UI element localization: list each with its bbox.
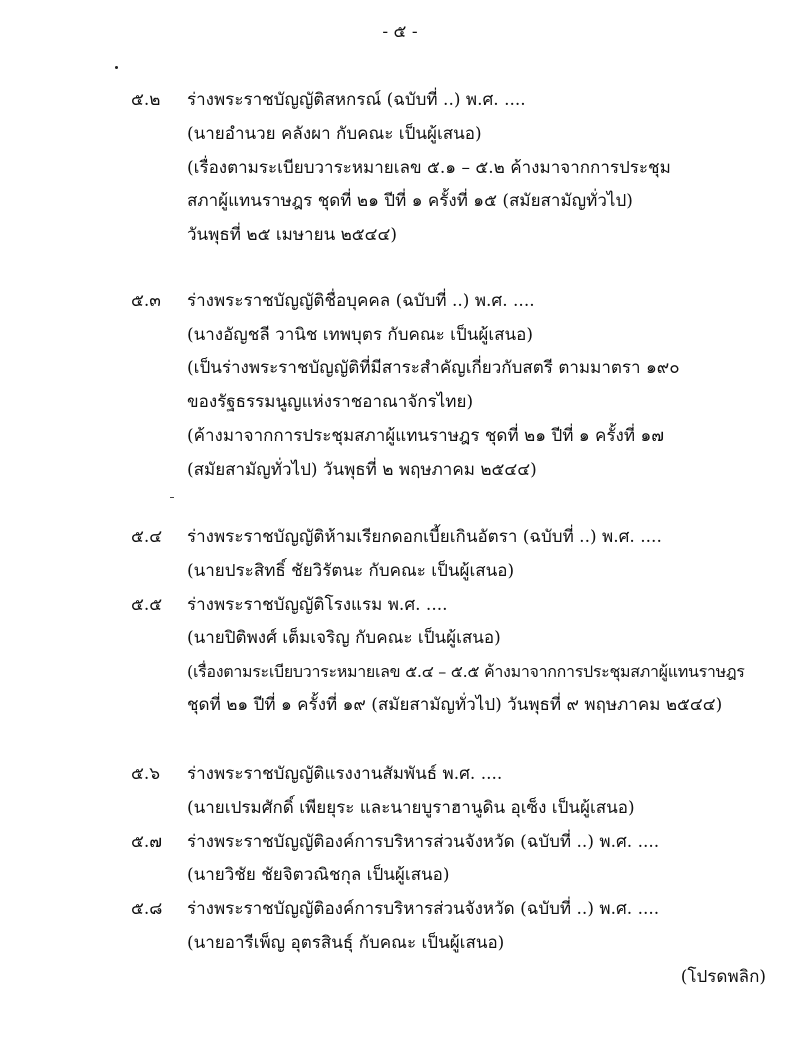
- scan-speck: [115, 66, 118, 69]
- item-note: (เรื่องตามระเบียบวาระหมายเลข ๕.๔ – ๕.๕ ค้างมาจากการประชุมสภาผู้แทนราษฎร: [187, 662, 745, 681]
- proposer: (นายอารีเพ็ญ อุตรสินธุ์ กับคณะ เป็นผู้เสนอ): [187, 933, 505, 953]
- bill-title: ร่างพระราชบัญญัติชื่อบุคคล (ฉบับที่ ..) พ.ศ. ....: [187, 291, 535, 311]
- item-note: (ค้างมาจากการประชุมสภาผู้แทนราษฎร ชุดที่ ๒๑ ปีที่ ๑ ครั้งที่ ๑๗: [187, 426, 665, 446]
- item-note: วันพุธที่ ๒๕ เมษายน ๒๕๔๔): [187, 225, 398, 245]
- proposer: (นายวิชัย ชัยจิตวณิชกุล เป็นผู้เสนอ): [187, 865, 450, 885]
- scan-speck: [170, 497, 174, 498]
- item-note: สภาผู้แทนราษฎร ชุดที่ ๒๑ ปีที่ ๑ ครั้งที่ ๑๕ (สมัยสามัญทั่วไป): [187, 191, 633, 211]
- proposer: (นายอำนวย คลังผา กับคณะ เป็นผู้เสนอ): [187, 124, 482, 144]
- bill-title: ร่างพระราชบัญญัติห้ามเรียกดอกเบี้ยเกินอัตรา (ฉบับที่ ..) พ.ศ. ....: [187, 527, 662, 547]
- proposer: (นายประสิทธิ์ ชัยวิรัตนะ กับคณะ เป็นผู้เสนอ): [187, 561, 515, 581]
- item-number: ๕.๕: [131, 595, 163, 615]
- item-note: (เรื่องตามระเบียบวาระหมายเลข ๕.๑ – ๕.๒ ค้างมาจากการประชุม: [187, 158, 671, 178]
- bill-title: ร่างพระราชบัญญัติสหกรณ์ (ฉบับที่ ..) พ.ศ. ....: [187, 90, 526, 110]
- proposer: (นายปิติพงศ์ เต็มเจริญ กับคณะ เป็นผู้เสนอ): [187, 628, 501, 648]
- item-number: ๕.๔: [131, 527, 163, 547]
- item-note: ของรัฐธรรมนูญแห่งราชอาณาจักรไทย): [187, 392, 474, 412]
- bill-title: ร่างพระราชบัญญัติแรงงานสัมพันธ์ พ.ศ. ....: [187, 764, 503, 784]
- bill-title: ร่างพระราชบัญญัติโรงแรม พ.ศ. ....: [187, 595, 448, 615]
- item-note: (เป็นร่างพระราชบัญญัติที่มีสาระสำคัญเกี่ยวกับสตรี ตามมาตรา ๑๙๐: [187, 358, 680, 378]
- bill-title: ร่างพระราชบัญญัติองค์การบริหารส่วนจังหวัด (ฉบับที่ ..) พ.ศ. ....: [187, 899, 660, 919]
- proposer: (นางอัญชลี วานิช เทพบุตร กับคณะ เป็นผู้เสนอ): [187, 325, 533, 345]
- proposer: (นายเปรมศักดิ์ เพียยุระ และนายบูราฮานูดิน อุเซ็ง เป็นผู้เสนอ): [187, 798, 635, 818]
- bill-title: ร่างพระราชบัญญัติองค์การบริหารส่วนจังหวัด (ฉบับที่ ..) พ.ศ. ....: [187, 832, 660, 852]
- turn-over-note: (โปรดพลิก): [680, 967, 766, 987]
- item-note: ชุดที่ ๒๑ ปีที่ ๑ ครั้งที่ ๑๙ (สมัยสามัญทั่วไป) วันพุธที่ ๙ พฤษภาคม ๒๕๔๔): [187, 695, 723, 715]
- page-number: - ๕ -: [382, 22, 418, 42]
- item-number: ๕.๒: [131, 90, 161, 110]
- item-number: ๕.๗: [131, 832, 163, 852]
- item-number: ๕.๘: [131, 899, 163, 919]
- item-note: (สมัยสามัญทั่วไป) วันพุธที่ ๒ พฤษภาคม ๒๕๔๔): [187, 460, 537, 480]
- item-number: ๕.๖: [131, 764, 161, 784]
- item-number: ๕.๓: [131, 291, 161, 311]
